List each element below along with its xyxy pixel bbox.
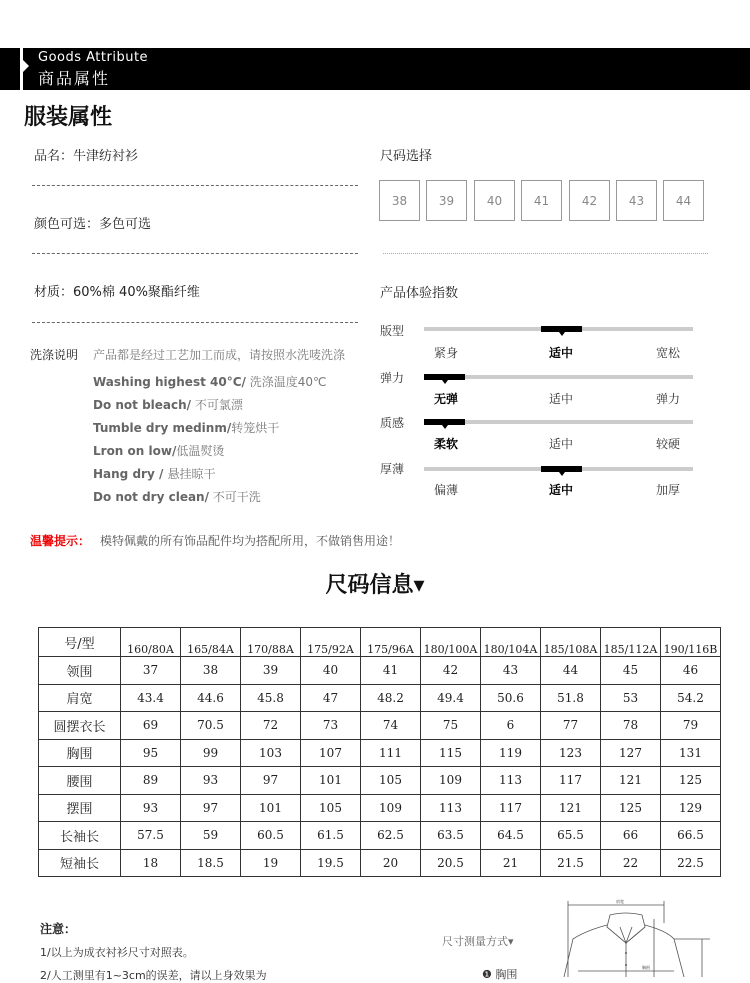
exp-thickness-option-selected: 适中 [549,483,574,497]
attr-label: 颜色可选： [34,217,100,232]
table-cell: 111 [361,739,421,767]
care-label: 洗涤说明 [30,348,79,362]
care-cn: 转笼烘干 [231,421,280,435]
care-intro: 产品都是经过工艺加工而成，请按照水洗唛洗涤 [93,348,346,362]
table-cell: 99 [181,739,241,767]
exp-fit-track [424,327,693,331]
table-cell: 57.5 [121,822,181,850]
table-cell: 65.5 [541,822,601,850]
table-cell: 113 [421,794,481,822]
table-cell: 22 [601,849,661,877]
care-line-hang [93,465,216,482]
exp-fit-marker [541,326,582,332]
exp-row-fit-label: 版型 [380,324,405,338]
table-cell: 44.6 [181,684,241,712]
table-cell: 125 [661,767,721,795]
exp-row-thickness-label: 厚薄 [380,462,405,476]
care-cn: 洗涤温度40℃ [245,375,327,389]
size-option-42[interactable]: 42 [569,180,610,221]
table-cell: 54.2 [661,684,721,712]
size-option-38[interactable]: 38 [379,180,420,221]
table-cell: 73 [301,712,361,740]
table-cell: 20 [361,849,421,877]
table-cell: 42 [421,657,481,685]
table-cell: 49.4 [421,684,481,712]
exp-elastic-track [424,375,693,379]
banner-arrow-icon [23,60,29,72]
table-cell: 22.5 [661,849,721,877]
attr-value: 60%棉 40%聚酯纤维 [73,285,200,300]
table-cell: 62.5 [361,822,421,850]
table-cell: 45.8 [241,684,301,712]
table-cell: 18 [121,849,181,877]
row-label: 腰围 [39,767,121,795]
table-cell: 66.5 [661,822,721,850]
exp-thickness-marker [541,466,582,472]
table-cell: 107 [301,739,361,767]
exp-fit-option: 宽松 [656,346,681,360]
table-cell: 95 [121,739,181,767]
exp-elastic-marker [424,374,465,380]
care-line-bleach [93,396,243,413]
table-cell: 41 [361,657,421,685]
table-cell: 66 [601,822,661,850]
table-cell: 51.8 [541,684,601,712]
table-cell: 123 [541,739,601,767]
table-cell: 121 [601,767,661,795]
table-cell: 105 [301,794,361,822]
table-col-header: 185/112A [601,628,661,657]
care-cn: 不可氯漂 [191,398,243,412]
table-cell: 40 [301,657,361,685]
table-cell: 125 [601,794,661,822]
table-cell: 43.4 [121,684,181,712]
table-cell: 48.2 [361,684,421,712]
table-cell: 21.5 [541,849,601,877]
table-cell: 93 [121,794,181,822]
svg-text:肩宽: 肩宽 [616,899,624,904]
table-cell: 60.5 [241,822,301,850]
table-cell: 46 [661,657,721,685]
table-row [39,767,721,795]
table-cell: 119 [481,739,541,767]
table-cell: 115 [421,739,481,767]
table-cell: 47 [301,684,361,712]
care-line-tumble [93,419,279,436]
svg-text:胸围: 胸围 [642,965,650,970]
table-cell: 72 [241,712,301,740]
row-label: 短袖长 [39,849,121,877]
attr-label: 材质： [34,285,74,300]
exp-row-elastic-label: 弹力 [380,371,405,385]
table-cell: 97 [241,767,301,795]
section-title: 服装属性 [24,105,113,130]
table-row [39,849,721,877]
exp-texture-option-selected: 柔软 [434,437,459,451]
size-table [38,627,721,877]
exp-elastic-option: 适中 [549,392,574,406]
table-cell: 109 [421,767,481,795]
size-option-40[interactable]: 40 [474,180,515,221]
table-row [39,712,721,740]
table-row [39,739,721,767]
table-header-row [39,628,721,657]
size-info-title: 尺码信息▾ [325,573,425,598]
size-option-43[interactable]: 43 [616,180,657,221]
attr-value: 多色可选 [99,217,152,232]
attr-label: 品名： [34,149,74,164]
care-en: Washing highest 40°C/ [93,375,246,389]
care-line-washing [93,373,326,390]
table-cell: 74 [361,712,421,740]
exp-thickness-option: 加厚 [656,483,681,497]
exp-texture-track [424,420,693,424]
table-cell: 19.5 [301,849,361,877]
table-row [39,684,721,712]
table-cell: 45 [601,657,661,685]
tip-label: 温馨提示： [30,534,91,548]
table-cell: 59 [181,822,241,850]
table-cell: 131 [661,739,721,767]
table-cell: 63.5 [421,822,481,850]
care-en: Hang dry / [93,467,168,481]
tip-text: 模特佩戴的所有饰品配件均为搭配所用，不做销售用途！ [100,534,401,548]
table-col-header: 170/88A [241,628,301,657]
care-line-iron [93,442,224,459]
care-en: Lron on low/ [93,444,177,458]
exp-fit-option: 紧身 [434,346,459,360]
size-select-label: 尺码选择 [380,149,433,164]
care-cn: 悬挂晾干 [167,467,216,481]
table-cell: 77 [541,712,601,740]
attr-value: 牛津纺衬衫 [73,149,139,164]
exp-texture-option: 适中 [549,437,574,451]
table-cell: 19 [241,849,301,877]
exp-texture-marker [424,419,465,425]
notes-line: 1/以上为成衣衬衫尺寸对照表。 [40,946,194,959]
table-cell: 64.5 [481,822,541,850]
table-cell: 113 [481,767,541,795]
table-col-header: 180/100A [421,628,481,657]
table-row [39,657,721,685]
table-cell: 117 [481,794,541,822]
exp-texture-option: 较硬 [656,437,681,451]
divider [32,185,358,186]
care-en: Tumble dry medinm/ [93,421,232,435]
table-cell: 101 [241,794,301,822]
table-col-header: 160/80A [121,628,181,657]
table-row [39,822,721,850]
row-label: 圆摆衣长 [39,712,121,740]
measure-item-chest: ❶ 胸围 [482,968,518,981]
exp-elastic-option-selected: 无弹 [434,392,459,406]
table-cell: 50.6 [481,684,541,712]
table-cell: 93 [181,767,241,795]
table-cell: 37 [121,657,181,685]
table-cell: 43 [481,657,541,685]
table-cell: 121 [541,794,601,822]
row-label: 摆围 [39,794,121,822]
table-cell: 38 [181,657,241,685]
table-col-header: 180/104A [481,628,541,657]
exp-thickness-track [424,467,693,471]
attr-product-name [34,145,138,164]
banner-title-en: Goods Attribute [38,50,149,65]
row-label: 领围 [39,657,121,685]
exp-elastic-option: 弹力 [656,392,681,406]
row-label: 肩宽 [39,684,121,712]
measure-method-label: 尺寸测量方式▾ [442,935,514,948]
table-cell: 105 [361,767,421,795]
attr-material [34,281,200,300]
table-cell: 75 [421,712,481,740]
table-row [39,794,721,822]
banner-title-cn: 商品属性 [38,69,111,88]
table-col-header: 175/92A [301,628,361,657]
table-cell: 44 [541,657,601,685]
table-cell: 18.5 [181,849,241,877]
experience-title: 产品体验指数 [380,286,459,301]
table-cell: 127 [601,739,661,767]
row-label: 胸围 [39,739,121,767]
table-cell: 39 [241,657,301,685]
table-cell: 97 [181,794,241,822]
notes-title: 注意： [40,922,77,936]
care-cn: 不可干洗 [208,490,261,504]
table-col-header: 175/96A [361,628,421,657]
table-corner: 号/型 [39,628,121,657]
exp-thickness-option: 偏薄 [434,483,459,497]
row-label: 长袖长 [39,822,121,850]
banner-left-block [0,48,20,90]
table-cell: 79 [661,712,721,740]
divider [383,253,708,254]
table-cell: 61.5 [301,822,361,850]
table-cell: 20.5 [421,849,481,877]
size-option-39[interactable]: 39 [426,180,467,221]
table-cell: 69 [121,712,181,740]
attr-color [34,213,151,232]
exp-fit-option-selected: 适中 [549,346,574,360]
table-col-header: 185/108A [541,628,601,657]
table-cell: 78 [601,712,661,740]
table-cell: 103 [241,739,301,767]
care-cn: 低温熨烫 [176,444,225,458]
table-cell: 53 [601,684,661,712]
table-cell: 109 [361,794,421,822]
size-option-41[interactable]: 41 [521,180,562,221]
table-cell: 21 [481,849,541,877]
table-col-header: 165/84A [181,628,241,657]
notes-line: 2/人工测里有1~3cm的误差，请以上身效果为 [40,969,267,982]
table-col-header: 190/116B [661,628,721,657]
care-en: Do not bleach/ [93,398,192,412]
table-cell: 89 [121,767,181,795]
exp-row-texture-label: 质感 [380,416,405,430]
size-option-44[interactable]: 44 [663,180,704,221]
table-cell: 129 [661,794,721,822]
care-line-dryclean [93,488,261,505]
table-cell: 6 [481,712,541,740]
table-cell: 70.5 [181,712,241,740]
table-cell: 117 [541,767,601,795]
care-en: Do not dry clean/ [93,490,209,504]
divider [32,322,358,323]
divider [32,253,358,254]
shirt-diagram-icon [550,893,750,977]
table-cell: 101 [301,767,361,795]
